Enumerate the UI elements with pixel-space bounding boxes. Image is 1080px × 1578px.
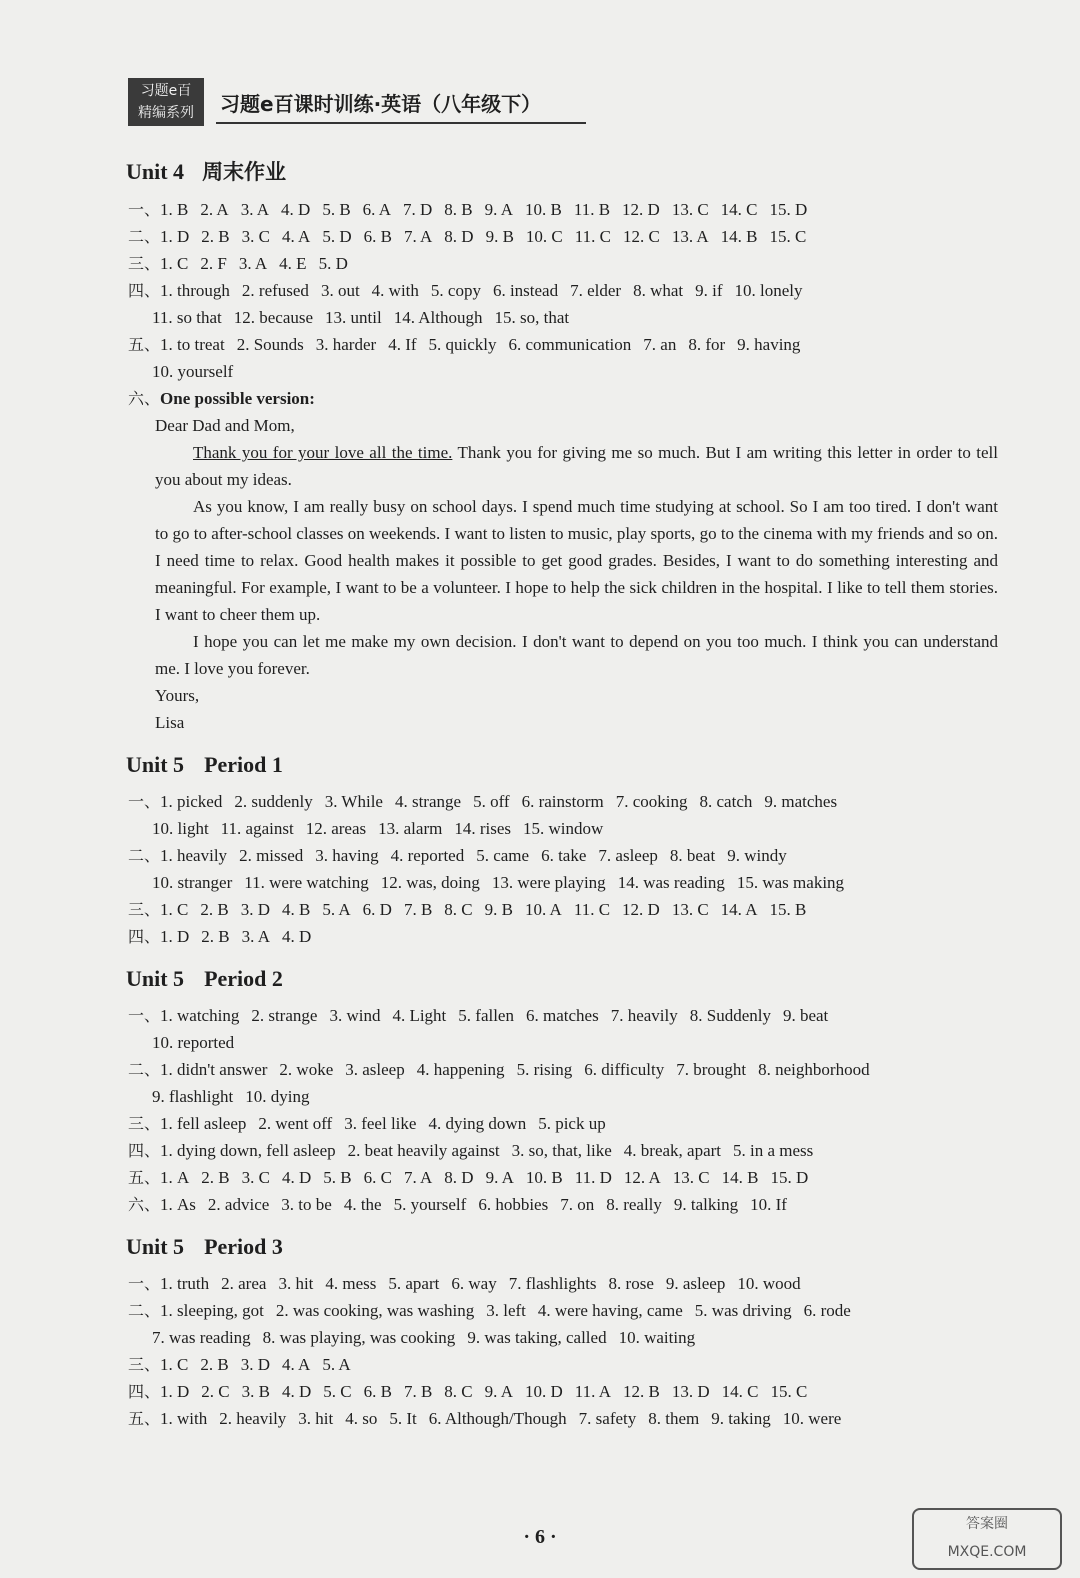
answer-item: 12. was, doing (380, 873, 480, 892)
answer-item: 1. As (160, 1195, 196, 1214)
answer-item: 8. D (444, 227, 474, 246)
answer-row (128, 1029, 998, 1056)
answer-item: 4. were having, came (537, 1301, 683, 1320)
question-group-mark: 一、 (128, 200, 161, 219)
answer-item: 7. an (643, 335, 677, 354)
answer-item: 8. neighborhood (758, 1060, 870, 1079)
answer-item: 1. truth (160, 1274, 210, 1293)
section-title (126, 752, 998, 778)
answer-item: 2. B (200, 1355, 229, 1374)
answer-item: 5. C (323, 1382, 352, 1401)
answer-item: 8. what (633, 281, 684, 300)
essay-paragraph: I hope you can let me make my own decision. I don't want to depend on you too much. I think you can understand me. I love you forever. (155, 632, 998, 678)
answer-item: 4. If (388, 335, 417, 354)
answer-item: 15. C (769, 227, 807, 246)
answer-item: 7. asleep (598, 846, 658, 865)
answer-item: 1. B (160, 200, 189, 219)
answer-item: 10. A (524, 900, 562, 919)
answer-item: 10. were (782, 1409, 842, 1428)
answer-item: 6. communication (508, 335, 632, 354)
answer-item: 6. difficulty (584, 1060, 665, 1079)
answer-item: 3. While (324, 792, 383, 811)
answer-item: 7. elder (570, 281, 622, 300)
answer-item: 4. break, apart (623, 1141, 722, 1160)
answer-item: 1. A (160, 1168, 190, 1187)
header-rule (216, 122, 586, 124)
question-group-mark: 三、 (128, 1114, 161, 1133)
answer-item: 2. missed (239, 846, 304, 865)
unit-label: Unit 4 (126, 159, 185, 184)
answer-item: 3. C (241, 227, 270, 246)
answer-row (128, 1191, 998, 1218)
answer-row (128, 250, 998, 277)
answer-item: 8. Suddenly (689, 1006, 771, 1025)
answer-item: 3. so, that, like (511, 1141, 612, 1160)
answer-item: 9. B (484, 900, 513, 919)
section-gap (128, 1432, 998, 1442)
answer-item: 9. taking (711, 1409, 771, 1428)
answer-item: 9. if (695, 281, 723, 300)
answer-item: 5. quickly (428, 335, 497, 354)
answer-item: 7. cooking (615, 792, 688, 811)
answer-item: 2. advice (207, 1195, 270, 1214)
question-group-mark: 五、 (128, 1168, 161, 1187)
answer-item: 5. D (322, 227, 352, 246)
answer-item: 14. A (720, 900, 758, 919)
answer-item: 9. matches (764, 792, 838, 811)
answer-row (128, 1405, 998, 1432)
answer-item: 10. C (525, 227, 563, 246)
answer-item: 7. D (403, 200, 433, 219)
answer-item: 13. were playing (491, 873, 606, 892)
answer-item: 10. wood (737, 1274, 801, 1293)
answer-item: 5. off (473, 792, 510, 811)
answer-item: 10. light (152, 819, 209, 838)
answer-item: 7. A (403, 1168, 433, 1187)
answer-item: 8. was playing, was cooking (262, 1328, 456, 1347)
answer-item: 12. D (622, 900, 660, 919)
answer-item: 5. apart (388, 1274, 440, 1293)
question-group-mark: 五、 (128, 1409, 161, 1428)
answer-item: 2. C (201, 1382, 230, 1401)
answer-item: 4. happening (416, 1060, 505, 1079)
answer-item: 5. A (322, 1355, 351, 1374)
answer-item: 1. D (160, 927, 190, 946)
answer-item: 3. hit (278, 1274, 314, 1293)
answer-item: 4. E (279, 254, 307, 273)
answer-item: 7. A (403, 227, 433, 246)
question-group-mark: 一、 (128, 792, 161, 811)
answer-item: 1. heavily (160, 846, 228, 865)
watermark-line-1: 答案圈 (966, 1516, 1008, 1532)
question-group-mark: 二、 (128, 1301, 161, 1320)
answer-item: 15. B (769, 900, 807, 919)
answer-item: 9. beat (782, 1006, 829, 1025)
answer-item: 1. didn't answer (160, 1060, 268, 1079)
answer-item: 7. B (403, 900, 433, 919)
answer-item: 7. was reading (152, 1328, 251, 1347)
answer-item: 15. D (769, 200, 808, 219)
essay-closing: Yours, (155, 686, 200, 705)
answer-item: 13. alarm (378, 819, 443, 838)
answer-item: 8. C (444, 1382, 473, 1401)
answer-item: 8. them (648, 1409, 700, 1428)
answer-item: 11. against (220, 819, 294, 838)
answer-item: 14. C (720, 200, 758, 219)
answer-item: 11. C (573, 900, 611, 919)
answer-item: 4. A (281, 227, 311, 246)
answer-row (128, 788, 998, 815)
answer-item: 4. D (281, 1382, 312, 1401)
answer-item: 2. strange (251, 1006, 318, 1025)
answer-item: 3. D (240, 900, 270, 919)
book-title: 习题e百课时训练·英语（八年级下） (220, 92, 542, 116)
period-label: Period 1 (204, 752, 283, 777)
answer-row (128, 869, 998, 896)
question-group-mark: 二、 (128, 227, 161, 246)
answer-item: 4. D (281, 927, 312, 946)
answer-item: 5. rising (516, 1060, 573, 1079)
answer-item: 4. D (281, 200, 311, 219)
answer-item: 6. way (451, 1274, 497, 1293)
answer-item: 12. B (622, 1382, 660, 1401)
essay-signature: Lisa (155, 713, 185, 732)
question-group-mark: 四、 (128, 281, 161, 300)
answer-item: 9. having (737, 335, 801, 354)
answer-item: 15. window (523, 819, 604, 838)
answer-row (128, 1270, 998, 1297)
answer-item: 9. B (485, 227, 514, 246)
answer-row (128, 1164, 998, 1191)
answer-item: 12. areas (305, 819, 367, 838)
answer-item: 6. rode (803, 1301, 851, 1320)
answer-item: 4. with (371, 281, 419, 300)
answer-item: 10. reported (152, 1033, 235, 1052)
answer-item: 15. so, that (494, 308, 570, 327)
answer-item: 8. D (444, 1168, 474, 1187)
answer-item: 3. to be (281, 1195, 332, 1214)
answer-item: 2. B (201, 927, 230, 946)
answer-row (128, 923, 998, 950)
answer-item: 1. D (160, 1382, 190, 1401)
answer-item: 13. C (671, 200, 709, 219)
answer-item: 9. talking (673, 1195, 739, 1214)
answer-item: 10. yourself (152, 362, 234, 381)
answer-item: 1. watching (160, 1006, 240, 1025)
answer-item: 11. D (574, 1168, 612, 1187)
watermark-line-2: MXQE.COM (947, 1544, 1027, 1560)
answer-item: 5. pick up (538, 1114, 606, 1133)
answer-item: 6. Although/Though (428, 1409, 567, 1428)
section-title (126, 156, 998, 186)
answer-item: 4. A (281, 1355, 311, 1374)
answer-item: 7. safety (578, 1409, 637, 1428)
answer-item: 7. on (560, 1195, 595, 1214)
answer-item: 3. harder (315, 335, 377, 354)
question-group-mark: 三、 (128, 900, 161, 919)
answer-item: 12. C (622, 227, 660, 246)
answer-row (128, 1110, 998, 1137)
answer-item: 10. If (750, 1195, 787, 1214)
badge-line-2: 精编系列 (138, 105, 194, 121)
answer-item: 11. A (574, 1382, 611, 1401)
answer-item: 5. fallen (458, 1006, 514, 1025)
answer-item: 12. because (233, 308, 314, 327)
answer-item: 10. dying (245, 1087, 310, 1106)
answer-row (128, 1378, 998, 1405)
answer-item: 3. A (240, 200, 270, 219)
answer-item: 7. B (403, 1382, 433, 1401)
answer-item: 5. B (322, 200, 351, 219)
answer-item: 14. C (721, 1382, 759, 1401)
answer-row (128, 1056, 998, 1083)
answer-item: 2. A (200, 200, 229, 219)
answer-item: 3. A (241, 927, 270, 946)
answer-item: 14. B (721, 1168, 759, 1187)
answer-row (128, 1083, 998, 1110)
answer-item: 1. fell asleep (160, 1114, 247, 1133)
question-group-mark: 四、 (128, 927, 161, 946)
answer-item: 15. C (770, 1382, 808, 1401)
answer-item: 6. C (363, 1168, 392, 1187)
answer-item: 8. B (444, 200, 473, 219)
answer-row (128, 196, 998, 223)
essay-paragraph: As you know, I am really busy on school days. I spend much time studying at school. So I am too tired. I don't want to go to after-school classes on weekends. I want to listen to music, play sports, go to the cinema with my friends and so on. I need time to relax. Good health makes it possible to get good grades. Besides, I want to do something interesting and meaningful. For example, I want to be a volunteer. I hope to help the sick children in the hospital. I like to tell them stories. I want to cheer them up. (155, 497, 998, 624)
answer-item: 2. Sounds (236, 335, 304, 354)
series-badge (128, 78, 204, 126)
answer-item: 2. beat heavily against (347, 1141, 500, 1160)
answer-item: 7. flashlights (508, 1274, 597, 1293)
answer-item: 4. dying down (428, 1114, 527, 1133)
question-group-mark: 六、 (128, 389, 161, 408)
answer-item: 11. B (573, 200, 611, 219)
answer-item: 9. was taking, called (467, 1328, 607, 1347)
answer-item: 1. through (160, 281, 230, 300)
answer-item: 8. catch (699, 792, 753, 811)
answer-item: 8. C (444, 900, 473, 919)
answer-item: 12. D (622, 200, 660, 219)
section-title (126, 966, 998, 992)
answer-item: 13. D (671, 1382, 710, 1401)
answer-item: 4. mess (325, 1274, 377, 1293)
answer-item: 4. the (343, 1195, 382, 1214)
question-group-mark: 三、 (128, 254, 161, 273)
page-number: · 6 · (523, 1526, 557, 1548)
answer-row (128, 815, 998, 842)
period-label: Period 2 (204, 966, 283, 991)
answer-item: 1. sleeping, got (160, 1301, 264, 1320)
answer-row (128, 304, 998, 331)
answer-item: 1. C (160, 254, 189, 273)
answer-item: 10. D (524, 1382, 563, 1401)
answer-item: 2. heavily (219, 1409, 287, 1428)
answer-item: 7. heavily (610, 1006, 678, 1025)
answer-item: 5. copy (430, 281, 481, 300)
answer-item: 2. went off (258, 1114, 333, 1133)
answer-item: 6. take (541, 846, 587, 865)
answer-item: 3. asleep (345, 1060, 405, 1079)
section-gap (128, 736, 998, 746)
section-gap (128, 950, 998, 960)
answer-item: 6. hobbies (478, 1195, 549, 1214)
answer-item: 6. rainstorm (521, 792, 604, 811)
answer-row (128, 331, 998, 358)
answer-item: 3. feel like (344, 1114, 417, 1133)
answer-row (128, 358, 998, 385)
answer-item: 3. having (315, 846, 379, 865)
answer-item: 4. B (281, 900, 311, 919)
answer-item: 4. so (345, 1409, 378, 1428)
essay-underlined-sentence: Thank you for your love all the time. (193, 443, 453, 462)
answer-item: 11. C (574, 227, 611, 246)
answer-item: 2. refused (241, 281, 309, 300)
answer-item: 3. B (241, 1382, 270, 1401)
answer-item: 2. was cooking, was washing (275, 1301, 475, 1320)
question-group-mark: 六、 (128, 1195, 161, 1214)
answer-item: 10. lonely (734, 281, 803, 300)
answer-item: 10. B (525, 1168, 563, 1187)
answer-item: 4. D (281, 1168, 312, 1187)
answer-item: 2. woke (279, 1060, 334, 1079)
question-group-mark: 二、 (128, 846, 161, 865)
section-title (126, 1234, 998, 1260)
answer-item: 1. C (160, 900, 189, 919)
answer-item: 9. flashlight (152, 1087, 234, 1106)
unit-label: Unit 5 (126, 1234, 185, 1259)
answer-item: 11. so that (152, 308, 222, 327)
answer-row (128, 277, 998, 304)
question-group-mark: 一、 (128, 1274, 161, 1293)
answer-item: 14. was reading (617, 873, 725, 892)
answer-item: 13. A (671, 227, 709, 246)
badge-line-1: 习题e百 (140, 83, 192, 99)
answer-item: 14. rises (454, 819, 511, 838)
essay-text: Thank you for giving me so much. But I am writing this letter in order to tell you about my ideas. (155, 443, 998, 489)
answer-item: 6. matches (525, 1006, 599, 1025)
answer-item: 15. D (770, 1168, 809, 1187)
answer-item: 9. windy (727, 846, 787, 865)
model-essay (128, 412, 998, 736)
answer-row (128, 842, 998, 869)
period-label: Period 3 (204, 1234, 283, 1259)
answer-row (128, 896, 998, 923)
answer-item: 7. brought (676, 1060, 747, 1079)
answer-item: 13. until (325, 308, 382, 327)
essay-header (128, 385, 998, 412)
answer-item: 9. asleep (665, 1274, 726, 1293)
answer-item: 1. D (160, 227, 190, 246)
answer-item: 13. C (671, 900, 709, 919)
unit-label: Unit 5 (126, 966, 185, 991)
answer-row (128, 1351, 998, 1378)
answer-item: 2. B (200, 900, 229, 919)
question-group-mark: 三、 (128, 1355, 161, 1374)
essay-greeting: Dear Dad and Mom, (155, 416, 295, 435)
answer-item: 10. B (524, 200, 562, 219)
answer-item: 5. was driving (694, 1301, 792, 1320)
question-group-mark: 四、 (128, 1141, 161, 1160)
essay-paragraph (155, 439, 998, 493)
answer-item: 8. for (688, 335, 726, 354)
answer-item: 4. reported (390, 846, 465, 865)
answer-item: 10. waiting (618, 1328, 696, 1347)
answer-item: 3. out (320, 281, 360, 300)
unit-label: Unit 5 (126, 752, 185, 777)
answer-item: 10. stranger (152, 873, 233, 892)
answer-row (128, 1324, 998, 1351)
answer-row (128, 1137, 998, 1164)
answer-item: 6. instead (492, 281, 559, 300)
question-group-mark: 一、 (128, 1006, 161, 1025)
answer-item: 5. yourself (393, 1195, 467, 1214)
answer-item: 6. B (363, 227, 392, 246)
answer-item: 1. to treat (160, 335, 225, 354)
answer-row (128, 1002, 998, 1029)
answer-item: 13. C (672, 1168, 710, 1187)
answer-item: 2. area (221, 1274, 267, 1293)
answer-item: 1. picked (160, 792, 223, 811)
answer-item: 3. wind (329, 1006, 381, 1025)
answer-item: 3. A (238, 254, 268, 273)
answer-item: 9. A (484, 200, 513, 219)
answer-item: 2. B (201, 227, 230, 246)
site-watermark-logo (912, 1508, 1062, 1570)
question-group-mark: 四、 (128, 1382, 161, 1401)
answer-item: 5. came (476, 846, 530, 865)
answer-item: 3. D (240, 1355, 270, 1374)
answer-item: 5. A (322, 900, 351, 919)
question-group-mark: 二、 (128, 1060, 161, 1079)
answer-item: 5. D (318, 254, 348, 273)
answer-row (128, 223, 998, 250)
answer-content (128, 150, 998, 1442)
answer-item: 6. B (363, 1382, 392, 1401)
answer-item: 6. D (362, 900, 392, 919)
answer-item: 3. hit (298, 1409, 334, 1428)
answer-item: 2. F (200, 254, 227, 273)
answer-item: 14. B (720, 227, 758, 246)
answer-item: 11. were watching (244, 873, 369, 892)
answer-item: 12. A (623, 1168, 661, 1187)
answer-item: 8. rose (608, 1274, 654, 1293)
question-group-mark: 五、 (128, 335, 161, 354)
answer-item: 9. A (484, 1382, 513, 1401)
answer-item: 1. C (160, 1355, 189, 1374)
section-gap (128, 1218, 998, 1228)
answer-item: 2. suddenly (234, 792, 313, 811)
answer-item: 5. It (389, 1409, 417, 1428)
answer-item: 4. strange (394, 792, 462, 811)
period-label: 周末作业 (202, 160, 287, 184)
answer-item: 2. B (201, 1168, 230, 1187)
answer-item: 5. B (323, 1168, 352, 1187)
answer-item: 1. with (160, 1409, 208, 1428)
answer-item: 14. Although (393, 308, 483, 327)
answer-item: 15. was making (736, 873, 845, 892)
answer-item: 4. Light (392, 1006, 447, 1025)
essay-version-label: One possible version: (160, 389, 315, 408)
answer-item: 6. A (362, 200, 392, 219)
answer-item: 1. dying down, fell asleep (160, 1141, 336, 1160)
answer-item: 8. really (606, 1195, 662, 1214)
answer-item: 3. left (486, 1301, 526, 1320)
answer-item: 5. in a mess (733, 1141, 814, 1160)
answer-item: 8. beat (669, 846, 716, 865)
answer-item: 9. A (485, 1168, 514, 1187)
answer-item: 3. C (241, 1168, 270, 1187)
answer-row (128, 1297, 998, 1324)
